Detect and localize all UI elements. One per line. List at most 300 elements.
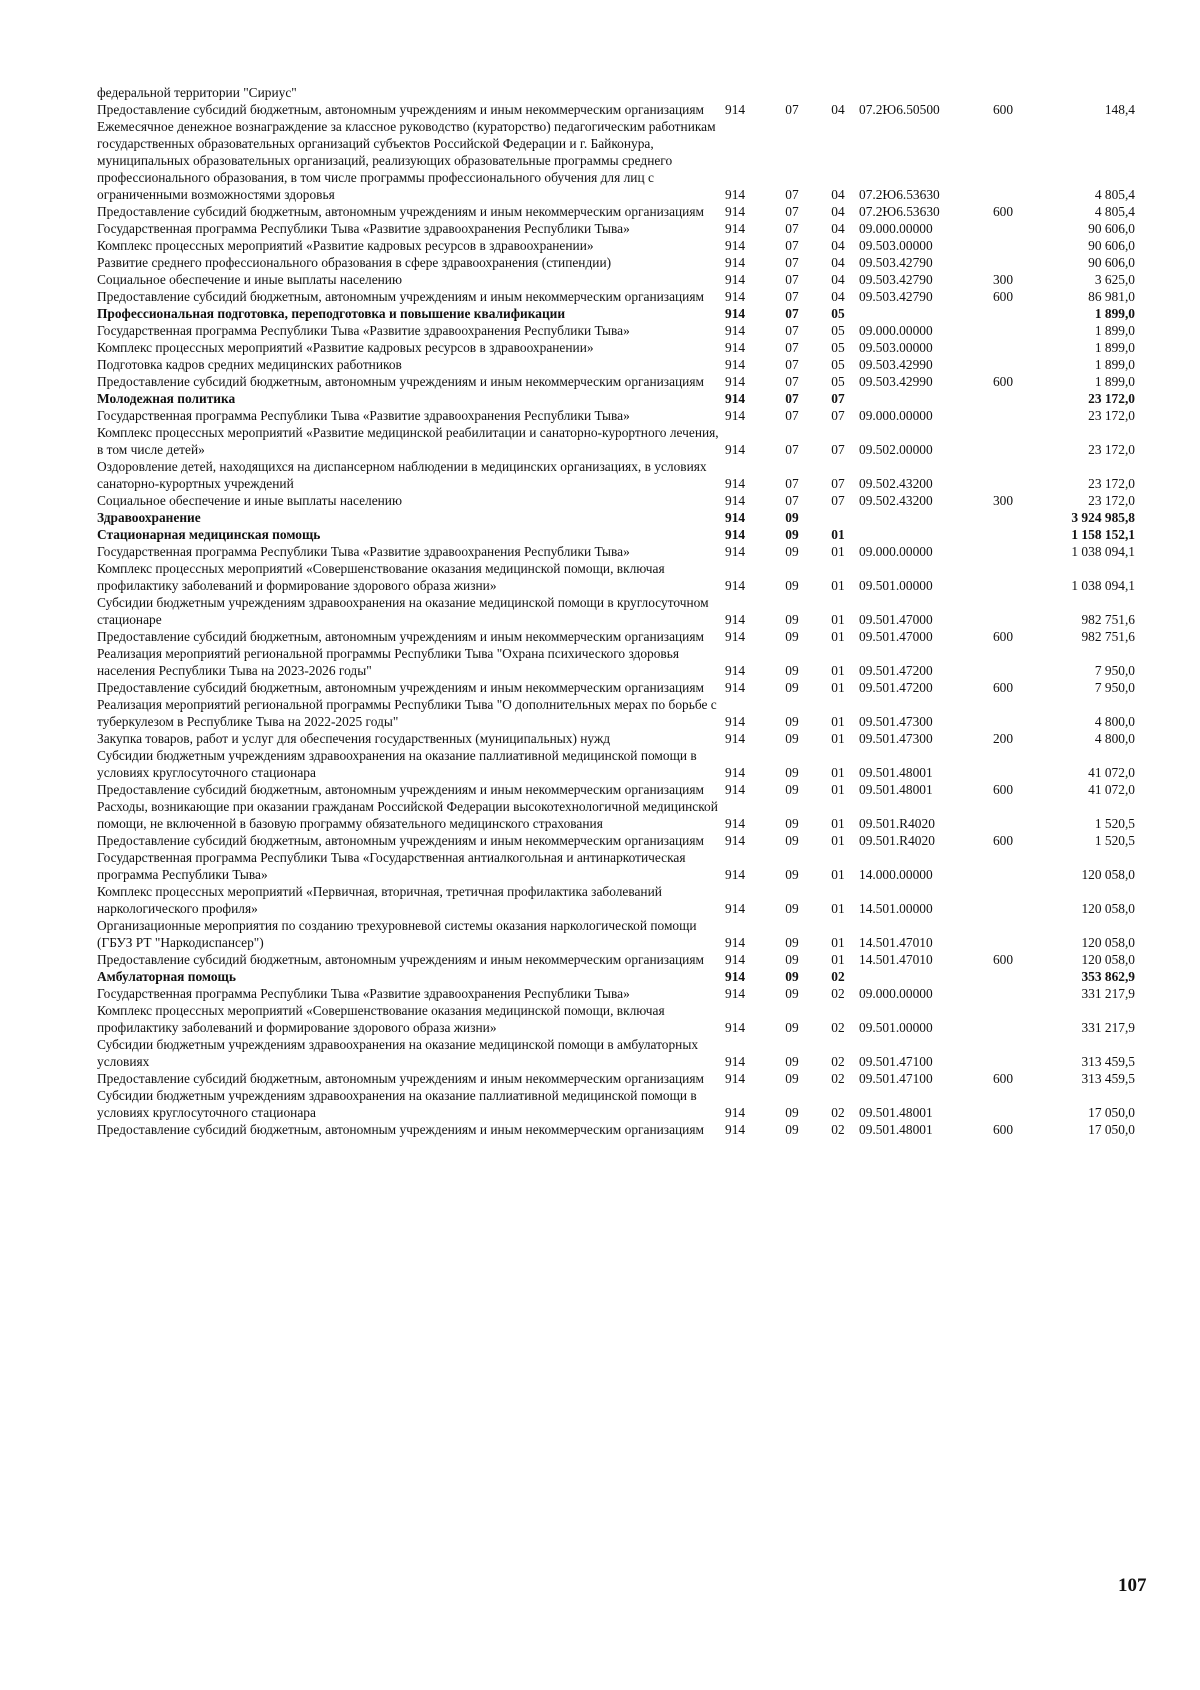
row-section-code: 07	[785, 204, 799, 219]
row-section-code: 07	[785, 493, 799, 508]
row-section-code: 07	[785, 408, 799, 423]
row-name: Стационарная медицинская помощь	[97, 527, 321, 542]
row-ministry-code: 914	[725, 306, 746, 321]
row-target-item-code: 09.501.47200	[859, 680, 933, 695]
table-row	[97, 883, 1175, 917]
row-section-code: 09	[785, 935, 799, 950]
row-subsection-code: 07	[831, 408, 845, 423]
row-subsection-code: 01	[831, 867, 845, 882]
row-name: Оздоровление детей, находящихся на диспансерном наблюдении в медицинских организациях, в условиях санаторно-курортных учреждений	[97, 459, 707, 491]
row-target-item-code: 07.2Ю6.50500	[859, 102, 940, 117]
row-ministry-code: 914	[725, 357, 746, 372]
row-ministry-code: 914	[725, 374, 746, 389]
row-subsection-code: 04	[831, 187, 845, 202]
row-subsection-code: 04	[831, 221, 845, 236]
row-amount: 41 072,0	[1088, 765, 1135, 780]
row-subsection-code: 01	[831, 833, 845, 848]
row-section-code: 09	[785, 731, 799, 746]
table-section-row	[97, 968, 1175, 985]
row-section-code: 07	[785, 306, 799, 321]
table-row	[97, 917, 1175, 951]
row-amount: 1 899,0	[1094, 323, 1135, 338]
table-row	[97, 322, 1175, 339]
table-row	[97, 730, 1175, 747]
row-section-code: 09	[785, 629, 799, 644]
row-subsection-code: 05	[831, 306, 845, 321]
row-subsection-code: 01	[831, 731, 845, 746]
row-amount: 23 172,0	[1088, 493, 1135, 508]
row-target-item-code: 09.501.00000	[859, 578, 933, 593]
row-subsection-code: 04	[831, 238, 845, 253]
row-ministry-code: 914	[725, 527, 746, 542]
row-target-item-code: 09.501.48001	[859, 782, 933, 797]
table-row	[97, 679, 1175, 696]
row-ministry-code: 914	[725, 238, 746, 253]
row-amount: 120 058,0	[1081, 935, 1135, 950]
row-ministry-code: 914	[725, 255, 746, 270]
row-ministry-code: 914	[725, 714, 746, 729]
row-amount: 353 862,9	[1081, 969, 1135, 984]
table-row	[97, 1070, 1175, 1087]
row-target-item-code: 14.501.00000	[859, 901, 933, 916]
row-ministry-code: 914	[725, 289, 746, 304]
row-subsection-code: 02	[831, 986, 845, 1001]
row-name: Предоставление субсидий бюджетным, автономным учреждениям и иным некоммерческим организациям	[97, 629, 704, 644]
row-expense-type-code: 300	[992, 272, 1014, 287]
row-subsection-code: 01	[831, 765, 845, 780]
row-ministry-code: 914	[725, 1071, 746, 1086]
row-name: Развитие среднего профессионального образования в сфере здравоохранения (стипендии)	[97, 255, 612, 270]
row-name: Комплекс процессных мероприятий «Первичная, вторичная, третичная профилактика заболеваний наркологического профиля»	[97, 884, 662, 916]
row-section-code: 09	[785, 714, 799, 729]
row-expense-type-code: 600	[992, 102, 1014, 117]
row-subsection-code: 04	[831, 272, 845, 287]
row-name: Комплекс процессных мероприятий «Совершенствование оказания медицинской помощи, включая профилактику заболеваний и формирование здорового образа жизни»	[97, 561, 665, 593]
table-row	[97, 237, 1175, 254]
table-row	[97, 747, 1175, 781]
row-expense-type-code: 200	[992, 731, 1014, 746]
table-row	[97, 339, 1175, 356]
row-subsection-code: 05	[831, 323, 845, 338]
table-row	[97, 1002, 1175, 1036]
row-section-code: 09	[785, 1071, 799, 1086]
row-amount: 17 050,0	[1088, 1122, 1135, 1137]
row-ministry-code: 914	[725, 765, 746, 780]
row-section-code: 09	[785, 527, 799, 542]
row-amount: 3 625,0	[1094, 272, 1135, 287]
table-row	[97, 798, 1175, 832]
row-name: Государственная программа Республики Тыва «Развитие здравоохранения Республики Тыва»	[97, 323, 630, 338]
row-amount: 23 172,0	[1088, 391, 1135, 406]
row-target-item-code: 09.501.47100	[859, 1054, 933, 1069]
row-name: Ежемесячное денежное вознаграждение за классное руководство (кураторство) педагогическим работникам государственных образовательных организаций субъектов Российской Федерации и г. Байконура, муниципальных образовательных организаций, реализующих образовательные программы среднего профессионального образования, в том числе программы профессионального обучения для лиц с ограниченными возможностями здоровья	[97, 119, 716, 202]
row-ministry-code: 914	[725, 578, 746, 593]
row-name: федеральной территории "Сириус"	[97, 85, 297, 100]
row-section-code: 07	[785, 442, 799, 457]
row-amount: 120 058,0	[1081, 901, 1135, 916]
row-subsection-code: 01	[831, 935, 845, 950]
row-subsection-code: 01	[831, 544, 845, 559]
row-target-item-code: 09.000.00000	[859, 323, 933, 338]
table-row	[97, 101, 1175, 118]
row-name: Предоставление субсидий бюджетным, автономным учреждениям и иным некоммерческим организациям	[97, 680, 704, 695]
row-section-code: 09	[785, 867, 799, 882]
row-ministry-code: 914	[725, 952, 746, 967]
row-expense-type-code: 600	[992, 1071, 1014, 1086]
table-section-row	[97, 305, 1175, 322]
row-section-code: 09	[785, 510, 799, 525]
row-section-code: 09	[785, 986, 799, 1001]
row-amount: 90 606,0	[1088, 238, 1135, 253]
row-name: Подготовка кадров средних медицинских работников	[97, 357, 402, 372]
row-ministry-code: 914	[725, 663, 746, 678]
row-section-code: 09	[785, 1105, 799, 1120]
row-target-item-code: 09.503.00000	[859, 340, 933, 355]
row-amount: 313 459,5	[1081, 1071, 1135, 1086]
row-name: Профессиональная подготовка, переподготовка и повышение квалификации	[97, 306, 566, 321]
row-name: Субсидии бюджетным учреждениям здравоохранения на оказание медицинской помощи в круглосуточном стационаре	[97, 595, 709, 627]
row-target-item-code: 09.501.00000	[859, 1020, 933, 1035]
row-name: Социальное обеспечение и иные выплаты населению	[97, 493, 402, 508]
row-subsection-code: 04	[831, 255, 845, 270]
table-row	[97, 1087, 1175, 1121]
row-name: Расходы, возникающие при оказании гражданам Российской Федерации высокотехнологичной медицинской помощи, не включенной в базовую программу обязательного медицинского страхования	[97, 799, 718, 831]
table-row	[97, 220, 1175, 237]
row-section-code: 07	[785, 187, 799, 202]
row-expense-type-code: 600	[992, 782, 1014, 797]
row-ministry-code: 914	[725, 323, 746, 338]
row-subsection-code: 07	[831, 493, 845, 508]
row-subsection-code: 01	[831, 782, 845, 797]
row-subsection-code: 01	[831, 527, 845, 542]
row-expense-type-code: 600	[992, 204, 1014, 219]
row-name: Государственная программа Республики Тыва «Развитие здравоохранения Республики Тыва»	[97, 986, 630, 1001]
row-target-item-code: 09.000.00000	[859, 544, 933, 559]
row-amount: 23 172,0	[1088, 476, 1135, 491]
row-ministry-code: 914	[725, 204, 746, 219]
row-subsection-code: 04	[831, 204, 845, 219]
row-ministry-code: 914	[725, 221, 746, 236]
row-amount: 1 158 152,1	[1071, 527, 1135, 542]
row-amount: 1 899,0	[1094, 374, 1135, 389]
row-name: Предоставление субсидий бюджетным, автономным учреждениям и иным некоммерческим организациям	[97, 952, 704, 967]
row-target-item-code: 09.503.42790	[859, 272, 933, 287]
row-section-code: 09	[785, 816, 799, 831]
row-section-code: 09	[785, 578, 799, 593]
row-amount: 90 606,0	[1088, 221, 1135, 236]
table-row	[97, 1121, 1175, 1138]
table-row	[97, 1036, 1175, 1070]
row-section-code: 09	[785, 544, 799, 559]
row-section-code: 09	[785, 1054, 799, 1069]
row-target-item-code: 09.501.R4020	[859, 833, 935, 848]
table-row	[97, 781, 1175, 798]
row-ministry-code: 914	[725, 731, 746, 746]
row-subsection-code: 02	[831, 1020, 845, 1035]
row-ministry-code: 914	[725, 680, 746, 695]
row-subsection-code: 02	[831, 969, 845, 984]
row-ministry-code: 914	[725, 901, 746, 916]
table-row	[97, 288, 1175, 305]
row-target-item-code: 09.503.00000	[859, 238, 933, 253]
row-expense-type-code: 600	[992, 833, 1014, 848]
row-subsection-code: 07	[831, 391, 845, 406]
row-expense-type-code: 600	[992, 289, 1014, 304]
table-row	[97, 407, 1175, 424]
row-ministry-code: 914	[725, 629, 746, 644]
table-row	[97, 458, 1175, 492]
row-name: Реализация мероприятий региональной программы Республики Тыва "О дополнительных мерах по борьбе с туберкулезом в Республике Тыва на 2022-2025 годы"	[97, 697, 717, 729]
row-section-code: 09	[785, 612, 799, 627]
page-number: 107	[1118, 1575, 1147, 1596]
row-target-item-code: 09.501.R4020	[859, 816, 935, 831]
row-amount: 4 805,4	[1094, 204, 1135, 219]
row-name: Предоставление субсидий бюджетным, автономным учреждениям и иным некоммерческим организациям	[97, 374, 704, 389]
row-name: Предоставление субсидий бюджетным, автономным учреждениям и иным некоммерческим организациям	[97, 102, 704, 117]
row-ministry-code: 914	[725, 391, 746, 406]
row-ministry-code: 914	[725, 272, 746, 287]
row-name: Здравоохранение	[97, 510, 201, 525]
row-subsection-code: 01	[831, 680, 845, 695]
row-ministry-code: 914	[725, 510, 746, 525]
row-ministry-code: 914	[725, 442, 746, 457]
row-amount: 148,4	[1104, 102, 1135, 117]
row-target-item-code: 09.501.47100	[859, 1071, 933, 1086]
table-row	[97, 118, 1175, 203]
row-subsection-code: 05	[831, 340, 845, 355]
row-subsection-code: 01	[831, 663, 845, 678]
row-name: Предоставление субсидий бюджетным, автономным учреждениям и иным некоммерческим организациям	[97, 782, 704, 797]
row-name: Государственная программа Республики Тыва «Развитие здравоохранения Республики Тыва»	[97, 544, 630, 559]
row-section-code: 07	[785, 221, 799, 236]
row-name: Молодежная политика	[97, 391, 236, 406]
row-subsection-code: 02	[831, 1122, 845, 1137]
row-amount: 120 058,0	[1081, 952, 1135, 967]
row-ministry-code: 914	[725, 102, 746, 117]
row-section-code: 07	[785, 340, 799, 355]
row-target-item-code: 09.503.42790	[859, 255, 933, 270]
table-section-row	[97, 509, 1175, 526]
row-ministry-code: 914	[725, 476, 746, 491]
row-ministry-code: 914	[725, 833, 746, 848]
row-target-item-code: 09.501.47000	[859, 612, 933, 627]
row-section-code: 09	[785, 765, 799, 780]
row-amount: 23 172,0	[1088, 408, 1135, 423]
row-amount: 1 899,0	[1094, 306, 1135, 321]
row-target-item-code: 09.503.42790	[859, 289, 933, 304]
row-subsection-code: 01	[831, 952, 845, 967]
row-amount: 3 924 985,8	[1071, 510, 1135, 525]
row-expense-type-code: 300	[992, 493, 1014, 508]
row-name: Государственная программа Республики Тыва «Государственная антиалкогольная и антинаркотическая программа Республики Тыва»	[97, 850, 686, 882]
row-subsection-code: 05	[831, 374, 845, 389]
row-name: Предоставление субсидий бюджетным, автономным учреждениям и иным некоммерческим организациям	[97, 289, 704, 304]
row-ministry-code: 914	[725, 986, 746, 1001]
table-row	[97, 951, 1175, 968]
row-subsection-code: 01	[831, 901, 845, 916]
row-subsection-code: 01	[831, 714, 845, 729]
row-expense-type-code: 600	[992, 680, 1014, 695]
row-expense-type-code: 600	[992, 952, 1014, 967]
row-section-code: 07	[785, 238, 799, 253]
row-ministry-code: 914	[725, 1105, 746, 1120]
row-ministry-code: 914	[725, 816, 746, 831]
row-ministry-code: 914	[725, 340, 746, 355]
row-amount: 1 520,5	[1094, 816, 1135, 831]
row-section-code: 07	[785, 476, 799, 491]
row-ministry-code: 914	[725, 935, 746, 950]
row-name: Комплекс процессных мероприятий «Развитие кадровых ресурсов в здравоохранении»	[97, 238, 594, 253]
row-name: Государственная программа Республики Тыва «Развитие здравоохранения Республики Тыва»	[97, 408, 630, 423]
row-ministry-code: 914	[725, 1054, 746, 1069]
row-section-code: 09	[785, 969, 799, 984]
row-name: Организационные мероприятия по созданию трехуровневой системы оказания наркологической помощи (ГБУЗ РТ "Наркодиспансер")	[97, 918, 697, 950]
row-amount: 1 038 094,1	[1071, 544, 1135, 559]
row-name: Государственная программа Республики Тыва «Развитие здравоохранения Республики Тыва»	[97, 221, 630, 236]
row-name: Социальное обеспечение и иные выплаты населению	[97, 272, 402, 287]
table-row	[97, 645, 1175, 679]
table-row	[97, 254, 1175, 271]
row-ministry-code: 914	[725, 408, 746, 423]
table-row	[97, 203, 1175, 220]
row-ministry-code: 914	[725, 493, 746, 508]
row-ministry-code: 914	[725, 612, 746, 627]
table-row	[97, 356, 1175, 373]
budget-table	[97, 84, 1175, 1138]
row-target-item-code: 14.501.47010	[859, 952, 933, 967]
row-subsection-code: 04	[831, 102, 845, 117]
row-section-code: 09	[785, 782, 799, 797]
row-name: Комплекс процессных мероприятий «Совершенствование оказания медицинской помощи, включая профилактику заболеваний и формирование здорового образа жизни»	[97, 1003, 665, 1035]
row-ministry-code: 914	[725, 1020, 746, 1035]
row-amount: 1 520,5	[1094, 833, 1135, 848]
table-row	[97, 832, 1175, 849]
row-name: Закупка товаров, работ и услуг для обеспечения государственных (муниципальных) нужд	[97, 731, 611, 746]
row-target-item-code: 09.501.47000	[859, 629, 933, 644]
table-row	[97, 84, 1175, 101]
row-amount: 1 899,0	[1094, 340, 1135, 355]
row-target-item-code: 09.501.48001	[859, 1105, 933, 1120]
row-name: Амбулаторная помощь	[97, 969, 236, 984]
table-row	[97, 543, 1175, 560]
row-target-item-code: 09.503.42990	[859, 374, 933, 389]
table-row	[97, 594, 1175, 628]
row-name: Субсидии бюджетным учреждениям здравоохранения на оказание медицинской помощи в амбулаторных условиях	[97, 1037, 699, 1069]
table-section-row	[97, 526, 1175, 543]
row-section-code: 09	[785, 663, 799, 678]
row-subsection-code: 01	[831, 816, 845, 831]
row-target-item-code: 07.2Ю6.53630	[859, 187, 940, 202]
row-section-code: 09	[785, 680, 799, 695]
row-section-code: 07	[785, 374, 799, 389]
row-subsection-code: 05	[831, 357, 845, 372]
row-expense-type-code: 600	[992, 1122, 1014, 1137]
row-target-item-code: 09.502.43200	[859, 476, 933, 491]
row-target-item-code: 09.502.00000	[859, 442, 933, 457]
row-name: Субсидии бюджетным учреждениям здравоохранения на оказание паллиативной медицинской помощи в условиях круглосуточного стационара	[97, 1088, 697, 1120]
row-amount: 313 459,5	[1081, 1054, 1135, 1069]
row-target-item-code: 09.000.00000	[859, 408, 933, 423]
row-name: Субсидии бюджетным учреждениям здравоохранения на оказание паллиативной медицинской помощи в условиях круглосуточного стационара	[97, 748, 697, 780]
row-section-code: 07	[785, 323, 799, 338]
row-section-code: 09	[785, 1020, 799, 1035]
row-subsection-code: 02	[831, 1071, 845, 1086]
row-target-item-code: 09.501.47300	[859, 714, 933, 729]
row-amount: 331 217,9	[1081, 986, 1135, 1001]
row-target-item-code: 09.501.48001	[859, 1122, 933, 1137]
table-row	[97, 492, 1175, 509]
row-amount: 331 217,9	[1081, 1020, 1135, 1035]
row-amount: 982 751,6	[1081, 612, 1135, 627]
row-section-code: 07	[785, 255, 799, 270]
row-name: Предоставление субсидий бюджетным, автономным учреждениям и иным некоммерческим организациям	[97, 1122, 704, 1137]
table-row	[97, 696, 1175, 730]
table-row	[97, 373, 1175, 390]
row-section-code: 07	[785, 391, 799, 406]
row-section-code: 07	[785, 102, 799, 117]
row-ministry-code: 914	[725, 867, 746, 882]
table-row	[97, 628, 1175, 645]
row-section-code: 09	[785, 901, 799, 916]
table-row	[97, 560, 1175, 594]
row-target-item-code: 09.502.43200	[859, 493, 933, 508]
row-target-item-code: 09.000.00000	[859, 986, 933, 1001]
row-amount: 4 800,0	[1094, 714, 1135, 729]
row-ministry-code: 914	[725, 969, 746, 984]
table-section-row	[97, 390, 1175, 407]
table-row	[97, 271, 1175, 288]
row-ministry-code: 914	[725, 187, 746, 202]
row-section-code: 07	[785, 289, 799, 304]
row-amount: 17 050,0	[1088, 1105, 1135, 1120]
row-name: Предоставление субсидий бюджетным, автономным учреждениям и иным некоммерческим организациям	[97, 1071, 704, 1086]
row-subsection-code: 01	[831, 578, 845, 593]
table-row	[97, 424, 1175, 458]
row-amount: 23 172,0	[1088, 442, 1135, 457]
row-target-item-code: 14.000.00000	[859, 867, 933, 882]
row-amount: 982 751,6	[1081, 629, 1135, 644]
row-name: Комплекс процессных мероприятий «Развитие медицинской реабилитации и санаторно-курортного лечения, в том числе детей»	[97, 425, 719, 457]
row-ministry-code: 914	[725, 782, 746, 797]
table-row	[97, 849, 1175, 883]
row-target-item-code: 09.501.47200	[859, 663, 933, 678]
row-section-code: 09	[785, 952, 799, 967]
row-amount: 7 950,0	[1094, 663, 1135, 678]
row-target-item-code: 09.503.42990	[859, 357, 933, 372]
row-ministry-code: 914	[725, 1122, 746, 1137]
row-target-item-code: 14.501.47010	[859, 935, 933, 950]
row-target-item-code: 07.2Ю6.53630	[859, 204, 940, 219]
row-amount: 7 950,0	[1094, 680, 1135, 695]
row-name: Предоставление субсидий бюджетным, автономным учреждениям и иным некоммерческим организациям	[97, 833, 704, 848]
row-target-item-code: 09.000.00000	[859, 221, 933, 236]
row-subsection-code: 07	[831, 476, 845, 491]
row-section-code: 09	[785, 833, 799, 848]
row-ministry-code: 914	[725, 544, 746, 559]
row-subsection-code: 01	[831, 612, 845, 627]
row-expense-type-code: 600	[992, 374, 1014, 389]
row-section-code: 07	[785, 272, 799, 287]
row-amount: 120 058,0	[1081, 867, 1135, 882]
row-subsection-code: 02	[831, 1054, 845, 1069]
row-amount: 41 072,0	[1088, 782, 1135, 797]
row-section-code: 09	[785, 1122, 799, 1137]
row-name: Комплекс процессных мероприятий «Развитие кадровых ресурсов в здравоохранении»	[97, 340, 594, 355]
row-name: Реализация мероприятий региональной программы Республики Тыва "Охрана психического здоровья населения Республики Тыва на 2023-2026 годы"	[97, 646, 679, 678]
row-amount: 1 899,0	[1094, 357, 1135, 372]
row-section-code: 07	[785, 357, 799, 372]
row-expense-type-code: 600	[992, 629, 1014, 644]
